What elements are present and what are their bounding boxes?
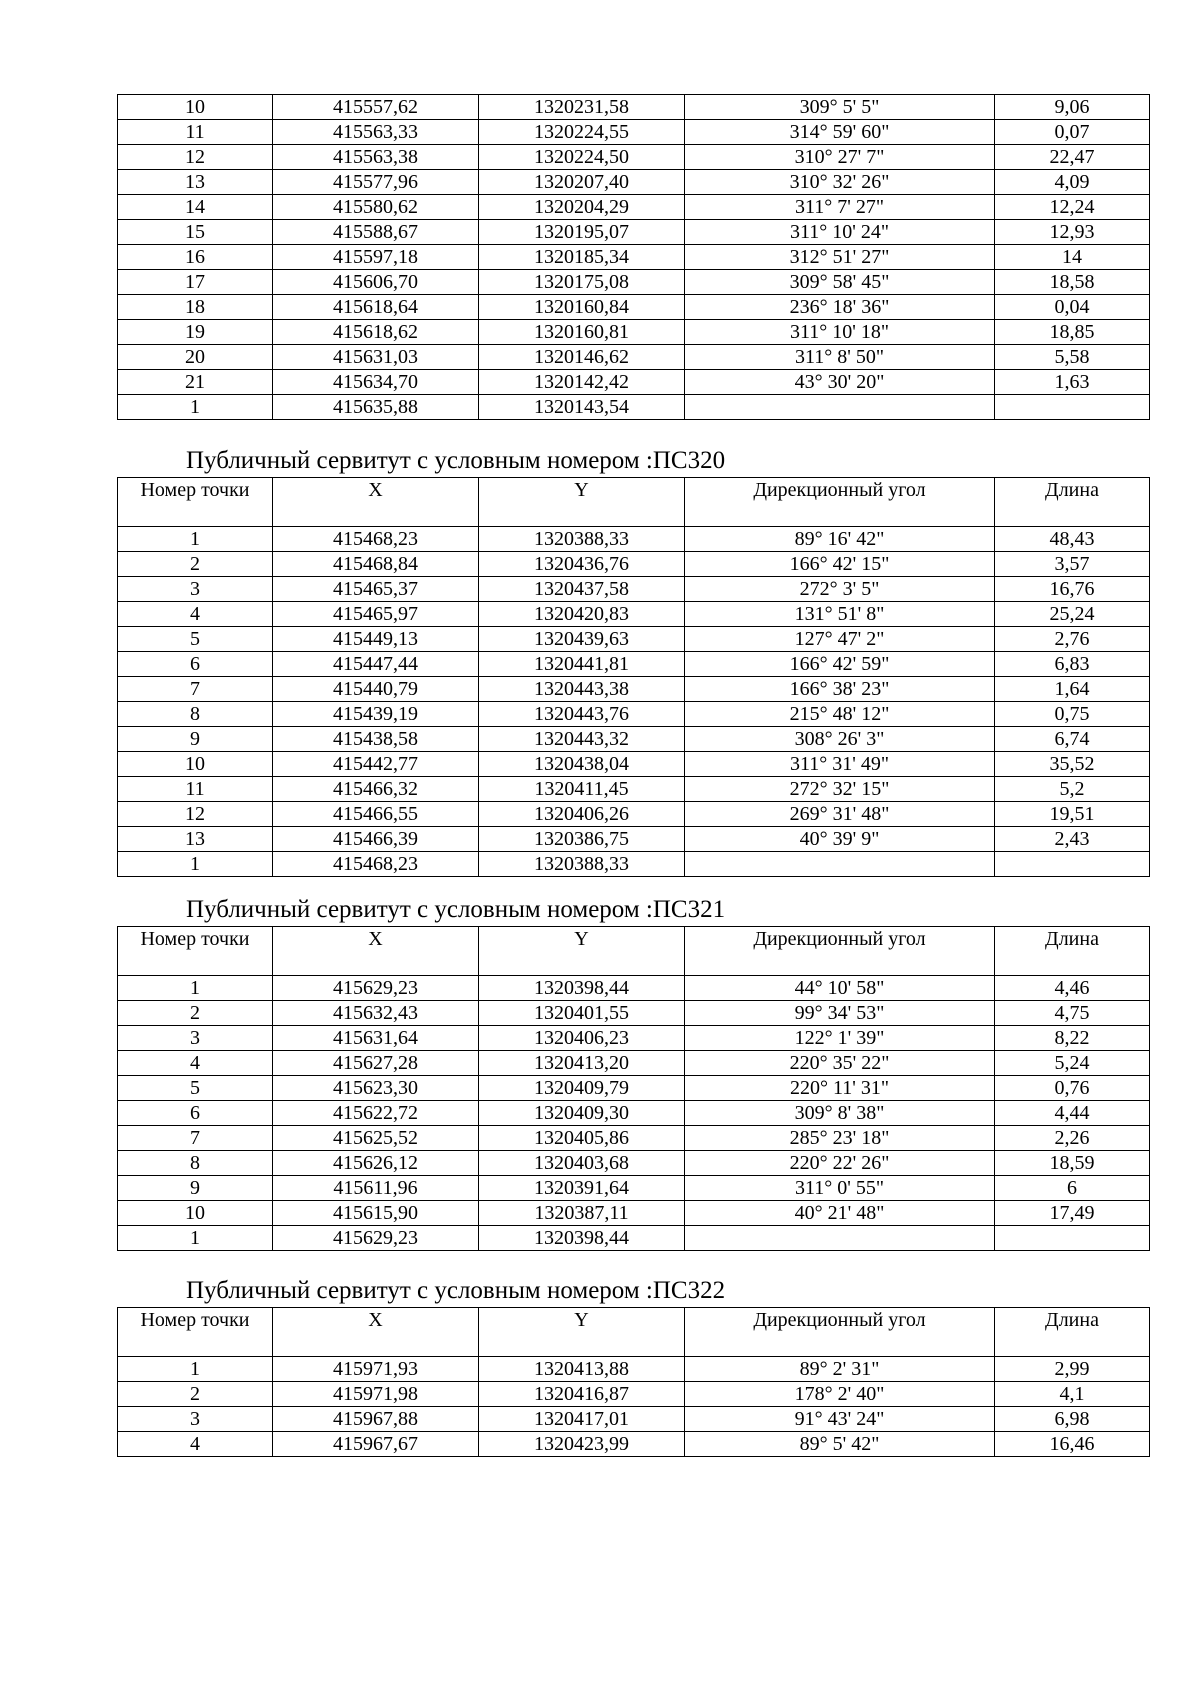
x-coordinate-cell: 415971,98 (273, 1382, 479, 1407)
length-cell: 5,24 (995, 1051, 1150, 1076)
point-number-cell: 5 (118, 627, 273, 652)
table-row (118, 1226, 1150, 1251)
point-number-cell: 15 (118, 220, 273, 245)
bearing-angle-cell: 178° 2' 40" (685, 1382, 995, 1407)
length-cell: 18,58 (995, 270, 1150, 295)
y-coordinate-cell: 1320413,20 (479, 1051, 685, 1076)
x-coordinate-cell: 415563,33 (273, 120, 479, 145)
point-number-cell: 7 (118, 1126, 273, 1151)
length-cell (995, 852, 1150, 877)
point-number-cell: 1 (118, 852, 273, 877)
point-number-cell: 3 (118, 1407, 273, 1432)
table-row (118, 1101, 1150, 1126)
y-coordinate-cell: 1320443,76 (479, 702, 685, 727)
y-coordinate-cell: 1320436,76 (479, 552, 685, 577)
x-coordinate-cell: 415557,62 (273, 95, 479, 120)
table-header-row (118, 927, 1150, 976)
table-row (118, 827, 1150, 852)
column-header-point-number: Номер точки (118, 1308, 273, 1357)
table-row (118, 295, 1150, 320)
x-coordinate-cell: 415618,64 (273, 295, 479, 320)
table-row (118, 727, 1150, 752)
column-header-length: Длина (995, 927, 1150, 976)
x-coordinate-cell: 415631,64 (273, 1026, 479, 1051)
table-row (118, 220, 1150, 245)
y-coordinate-cell: 1320439,63 (479, 627, 685, 652)
y-coordinate-cell: 1320146,62 (479, 345, 685, 370)
bearing-angle-cell: 89° 16' 42" (685, 527, 995, 552)
y-coordinate-cell: 1320401,55 (479, 1001, 685, 1026)
y-coordinate-cell: 1320417,01 (479, 1407, 685, 1432)
length-cell: 6,83 (995, 652, 1150, 677)
section-title: Публичный сервитут с условным номером :ПС322 (186, 1277, 726, 1304)
point-number-cell: 17 (118, 270, 273, 295)
point-number-cell: 1 (118, 527, 273, 552)
column-header-length: Длина (995, 1308, 1150, 1357)
table-row (118, 652, 1150, 677)
x-coordinate-cell: 415588,67 (273, 220, 479, 245)
y-coordinate-cell: 1320413,88 (479, 1357, 685, 1382)
length-cell: 22,47 (995, 145, 1150, 170)
length-cell: 18,85 (995, 320, 1150, 345)
point-number-cell: 10 (118, 95, 273, 120)
x-coordinate-cell: 415465,97 (273, 602, 479, 627)
table-row (118, 1126, 1150, 1151)
y-coordinate-cell: 1320207,40 (479, 170, 685, 195)
bearing-angle-cell: 311° 31' 49" (685, 752, 995, 777)
length-cell: 0,76 (995, 1076, 1150, 1101)
x-coordinate-cell: 415611,96 (273, 1176, 479, 1201)
bearing-angle-cell: 272° 3' 5" (685, 577, 995, 602)
y-coordinate-cell: 1320420,83 (479, 602, 685, 627)
length-cell (995, 1226, 1150, 1251)
y-coordinate-cell: 1320411,45 (479, 777, 685, 802)
table-row (118, 170, 1150, 195)
bearing-angle-cell: 311° 10' 24" (685, 220, 995, 245)
length-cell: 12,24 (995, 195, 1150, 220)
point-number-cell: 7 (118, 677, 273, 702)
length-cell: 16,46 (995, 1432, 1150, 1457)
y-coordinate-cell: 1320143,54 (479, 395, 685, 420)
bearing-angle-cell: 310° 32' 26" (685, 170, 995, 195)
point-number-cell: 2 (118, 1382, 273, 1407)
column-header-bearing-angle: Дирекционный угол (685, 478, 995, 527)
point-number-cell: 1 (118, 1226, 273, 1251)
y-coordinate-cell: 1320204,29 (479, 195, 685, 220)
table-row (118, 1001, 1150, 1026)
bearing-angle-cell: 166° 42' 59" (685, 652, 995, 677)
point-number-cell: 8 (118, 702, 273, 727)
bearing-angle-cell: 311° 8' 50" (685, 345, 995, 370)
length-cell: 1,63 (995, 370, 1150, 395)
column-header-point-number: Номер точки (118, 927, 273, 976)
bearing-angle-cell: 220° 22' 26" (685, 1151, 995, 1176)
length-cell: 14 (995, 245, 1150, 270)
table-row (118, 1407, 1150, 1432)
table-row (118, 1432, 1150, 1457)
point-number-cell: 11 (118, 120, 273, 145)
y-coordinate-cell: 1320409,79 (479, 1076, 685, 1101)
y-coordinate-cell: 1320398,44 (479, 976, 685, 1001)
column-header-y-coordinate: Y (479, 478, 685, 527)
point-number-cell: 12 (118, 802, 273, 827)
bearing-angle-cell: 40° 21' 48" (685, 1201, 995, 1226)
column-header-bearing-angle: Дирекционный угол (685, 1308, 995, 1357)
table-row (118, 370, 1150, 395)
length-cell: 4,44 (995, 1101, 1150, 1126)
bearing-angle-cell (685, 395, 995, 420)
length-cell: 25,24 (995, 602, 1150, 627)
point-number-cell: 4 (118, 602, 273, 627)
bearing-angle-cell: 127° 47' 2" (685, 627, 995, 652)
length-cell: 1,64 (995, 677, 1150, 702)
bearing-angle-cell (685, 1226, 995, 1251)
y-coordinate-cell: 1320160,84 (479, 295, 685, 320)
y-coordinate-cell: 1320406,23 (479, 1026, 685, 1051)
y-coordinate-cell: 1320423,99 (479, 1432, 685, 1457)
point-number-cell: 1 (118, 395, 273, 420)
bearing-angle-cell: 314° 59' 60" (685, 120, 995, 145)
y-coordinate-cell: 1320224,55 (479, 120, 685, 145)
table-row (118, 320, 1150, 345)
point-number-cell: 14 (118, 195, 273, 220)
y-coordinate-cell: 1320406,26 (479, 802, 685, 827)
y-coordinate-cell: 1320391,64 (479, 1176, 685, 1201)
bearing-angle-cell: 166° 38' 23" (685, 677, 995, 702)
table-row (118, 852, 1150, 877)
point-number-cell: 2 (118, 1001, 273, 1026)
length-cell: 0,04 (995, 295, 1150, 320)
table-row (118, 145, 1150, 170)
x-coordinate-cell: 415465,37 (273, 577, 479, 602)
x-coordinate-cell: 415623,30 (273, 1076, 479, 1101)
length-cell: 0,07 (995, 120, 1150, 145)
y-coordinate-cell: 1320224,50 (479, 145, 685, 170)
x-coordinate-cell: 415468,23 (273, 852, 479, 877)
length-cell: 2,76 (995, 627, 1150, 652)
bearing-angle-cell: 215° 48' 12" (685, 702, 995, 727)
table-row (118, 95, 1150, 120)
x-coordinate-cell: 415580,62 (273, 195, 479, 220)
x-coordinate-cell: 415468,23 (273, 527, 479, 552)
table-row (118, 627, 1150, 652)
table-row (118, 195, 1150, 220)
length-cell: 0,75 (995, 702, 1150, 727)
point-number-cell: 20 (118, 345, 273, 370)
x-coordinate-cell: 415449,13 (273, 627, 479, 652)
length-cell: 2,99 (995, 1357, 1150, 1382)
x-coordinate-cell: 415626,12 (273, 1151, 479, 1176)
coordinates-table (117, 477, 1150, 877)
point-number-cell: 3 (118, 577, 273, 602)
table-row (118, 976, 1150, 1001)
y-coordinate-cell: 1320398,44 (479, 1226, 685, 1251)
x-coordinate-cell: 415466,32 (273, 777, 479, 802)
point-number-cell: 12 (118, 145, 273, 170)
table-row (118, 752, 1150, 777)
bearing-angle-cell: 220° 11' 31" (685, 1076, 995, 1101)
bearing-angle-cell: 272° 32' 15" (685, 777, 995, 802)
length-cell: 3,57 (995, 552, 1150, 577)
x-coordinate-cell: 415606,70 (273, 270, 479, 295)
table-row (118, 677, 1150, 702)
table-row (118, 802, 1150, 827)
length-cell: 35,52 (995, 752, 1150, 777)
column-header-point-number: Номер точки (118, 478, 273, 527)
y-coordinate-cell: 1320185,34 (479, 245, 685, 270)
length-cell: 17,49 (995, 1201, 1150, 1226)
bearing-angle-cell: 131° 51' 8" (685, 602, 995, 627)
table-row (118, 552, 1150, 577)
y-coordinate-cell: 1320142,42 (479, 370, 685, 395)
y-coordinate-cell: 1320405,86 (479, 1126, 685, 1151)
x-coordinate-cell: 415438,58 (273, 727, 479, 752)
x-coordinate-cell: 415634,70 (273, 370, 479, 395)
bearing-angle-cell: 311° 0' 55" (685, 1176, 995, 1201)
table-header-row (118, 478, 1150, 527)
length-cell: 48,43 (995, 527, 1150, 552)
bearing-angle-cell: 91° 43' 24" (685, 1407, 995, 1432)
bearing-angle-cell: 89° 5' 42" (685, 1432, 995, 1457)
y-coordinate-cell: 1320231,58 (479, 95, 685, 120)
point-number-cell: 2 (118, 552, 273, 577)
table-row (118, 245, 1150, 270)
section-title: Публичный сервитут с условным номером :ПС321 (186, 896, 726, 923)
length-cell: 19,51 (995, 802, 1150, 827)
point-number-cell: 21 (118, 370, 273, 395)
x-coordinate-cell: 415447,44 (273, 652, 479, 677)
y-coordinate-cell: 1320438,04 (479, 752, 685, 777)
y-coordinate-cell: 1320388,33 (479, 527, 685, 552)
x-coordinate-cell: 415442,77 (273, 752, 479, 777)
length-cell: 5,2 (995, 777, 1150, 802)
table-row (118, 1176, 1150, 1201)
x-coordinate-cell: 415631,03 (273, 345, 479, 370)
length-cell: 9,06 (995, 95, 1150, 120)
x-coordinate-cell: 415629,23 (273, 1226, 479, 1251)
bearing-angle-cell: 310° 27' 7" (685, 145, 995, 170)
point-number-cell: 6 (118, 1101, 273, 1126)
point-number-cell: 13 (118, 827, 273, 852)
bearing-angle-cell: 89° 2' 31" (685, 1357, 995, 1382)
length-cell: 18,59 (995, 1151, 1150, 1176)
length-cell (995, 395, 1150, 420)
point-number-cell: 10 (118, 752, 273, 777)
y-coordinate-cell: 1320388,33 (479, 852, 685, 877)
y-coordinate-cell: 1320403,68 (479, 1151, 685, 1176)
bearing-angle-cell: 309° 58' 45" (685, 270, 995, 295)
bearing-angle-cell: 122° 1' 39" (685, 1026, 995, 1051)
y-coordinate-cell: 1320443,38 (479, 677, 685, 702)
x-coordinate-cell: 415627,28 (273, 1051, 479, 1076)
bearing-angle-cell: 309° 5' 5" (685, 95, 995, 120)
table-row (118, 577, 1150, 602)
point-number-cell: 18 (118, 295, 273, 320)
table-row (118, 1076, 1150, 1101)
y-coordinate-cell: 1320441,81 (479, 652, 685, 677)
bearing-angle-cell: 308° 26' 3" (685, 727, 995, 752)
point-number-cell: 10 (118, 1201, 273, 1226)
x-coordinate-cell: 415466,39 (273, 827, 479, 852)
table-row (118, 1026, 1150, 1051)
bearing-angle-cell: 220° 35' 22" (685, 1051, 995, 1076)
column-header-y-coordinate: Y (479, 1308, 685, 1357)
table-header-row (118, 1308, 1150, 1357)
bearing-angle-cell: 40° 39' 9" (685, 827, 995, 852)
x-coordinate-cell: 415635,88 (273, 395, 479, 420)
bearing-angle-cell: 311° 10' 18" (685, 320, 995, 345)
x-coordinate-cell: 415625,52 (273, 1126, 479, 1151)
length-cell: 6,74 (995, 727, 1150, 752)
y-coordinate-cell: 1320387,11 (479, 1201, 685, 1226)
length-cell: 6,98 (995, 1407, 1150, 1432)
y-coordinate-cell: 1320416,87 (479, 1382, 685, 1407)
bearing-angle-cell: 309° 8' 38" (685, 1101, 995, 1126)
table-row (118, 1201, 1150, 1226)
point-number-cell: 9 (118, 1176, 273, 1201)
length-cell: 6 (995, 1176, 1150, 1201)
y-coordinate-cell: 1320175,08 (479, 270, 685, 295)
coordinates-table (117, 94, 1150, 420)
x-coordinate-cell: 415615,90 (273, 1201, 479, 1226)
point-number-cell: 4 (118, 1432, 273, 1457)
column-header-y-coordinate: Y (479, 927, 685, 976)
length-cell: 5,58 (995, 345, 1150, 370)
y-coordinate-cell: 1320437,58 (479, 577, 685, 602)
point-number-cell: 8 (118, 1151, 273, 1176)
table-row (118, 395, 1150, 420)
column-header-bearing-angle: Дирекционный угол (685, 927, 995, 976)
table-row (118, 1151, 1150, 1176)
y-coordinate-cell: 1320195,07 (479, 220, 685, 245)
point-number-cell: 3 (118, 1026, 273, 1051)
table-row (118, 777, 1150, 802)
column-header-x-coordinate: X (273, 1308, 479, 1357)
x-coordinate-cell: 415440,79 (273, 677, 479, 702)
section-title: Публичный сервитут с условным номером :ПС320 (186, 447, 726, 474)
length-cell: 12,93 (995, 220, 1150, 245)
length-cell: 4,46 (995, 976, 1150, 1001)
bearing-angle-cell: 269° 31' 48" (685, 802, 995, 827)
bearing-angle-cell: 166° 42' 15" (685, 552, 995, 577)
x-coordinate-cell: 415632,43 (273, 1001, 479, 1026)
y-coordinate-cell: 1320443,32 (479, 727, 685, 752)
length-cell: 4,75 (995, 1001, 1150, 1026)
column-header-x-coordinate: X (273, 927, 479, 976)
bearing-angle-cell: 311° 7' 27" (685, 195, 995, 220)
point-number-cell: 1 (118, 1357, 273, 1382)
x-coordinate-cell: 415618,62 (273, 320, 479, 345)
x-coordinate-cell: 415466,55 (273, 802, 479, 827)
length-cell: 2,43 (995, 827, 1150, 852)
x-coordinate-cell: 415563,38 (273, 145, 479, 170)
table-row (118, 270, 1150, 295)
length-cell: 16,76 (995, 577, 1150, 602)
bearing-angle-cell: 312° 51' 27" (685, 245, 995, 270)
bearing-angle-cell (685, 852, 995, 877)
x-coordinate-cell: 415629,23 (273, 976, 479, 1001)
x-coordinate-cell: 415967,88 (273, 1407, 479, 1432)
x-coordinate-cell: 415967,67 (273, 1432, 479, 1457)
point-number-cell: 16 (118, 245, 273, 270)
point-number-cell: 9 (118, 727, 273, 752)
y-coordinate-cell: 1320409,30 (479, 1101, 685, 1126)
point-number-cell: 13 (118, 170, 273, 195)
table-row (118, 120, 1150, 145)
point-number-cell: 5 (118, 1076, 273, 1101)
x-coordinate-cell: 415468,84 (273, 552, 479, 577)
length-cell: 4,1 (995, 1382, 1150, 1407)
table-row (118, 1051, 1150, 1076)
column-header-length: Длина (995, 478, 1150, 527)
table-row (118, 702, 1150, 727)
bearing-angle-cell: 43° 30' 20" (685, 370, 995, 395)
bearing-angle-cell: 99° 34' 53" (685, 1001, 995, 1026)
length-cell: 4,09 (995, 170, 1150, 195)
point-number-cell: 4 (118, 1051, 273, 1076)
table-row (118, 602, 1150, 627)
table-row (118, 1357, 1150, 1382)
y-coordinate-cell: 1320386,75 (479, 827, 685, 852)
column-header-x-coordinate: X (273, 478, 479, 527)
table-row (118, 345, 1150, 370)
point-number-cell: 1 (118, 976, 273, 1001)
x-coordinate-cell: 415597,18 (273, 245, 479, 270)
bearing-angle-cell: 44° 10' 58" (685, 976, 995, 1001)
x-coordinate-cell: 415622,72 (273, 1101, 479, 1126)
point-number-cell: 6 (118, 652, 273, 677)
x-coordinate-cell: 415439,19 (273, 702, 479, 727)
y-coordinate-cell: 1320160,81 (479, 320, 685, 345)
length-cell: 8,22 (995, 1026, 1150, 1051)
table-row (118, 527, 1150, 552)
bearing-angle-cell: 236° 18' 36" (685, 295, 995, 320)
bearing-angle-cell: 285° 23' 18" (685, 1126, 995, 1151)
coordinates-table (117, 1307, 1150, 1457)
point-number-cell: 11 (118, 777, 273, 802)
table-row (118, 1382, 1150, 1407)
coordinates-table (117, 926, 1150, 1251)
point-number-cell: 19 (118, 320, 273, 345)
x-coordinate-cell: 415577,96 (273, 170, 479, 195)
x-coordinate-cell: 415971,93 (273, 1357, 479, 1382)
length-cell: 2,26 (995, 1126, 1150, 1151)
